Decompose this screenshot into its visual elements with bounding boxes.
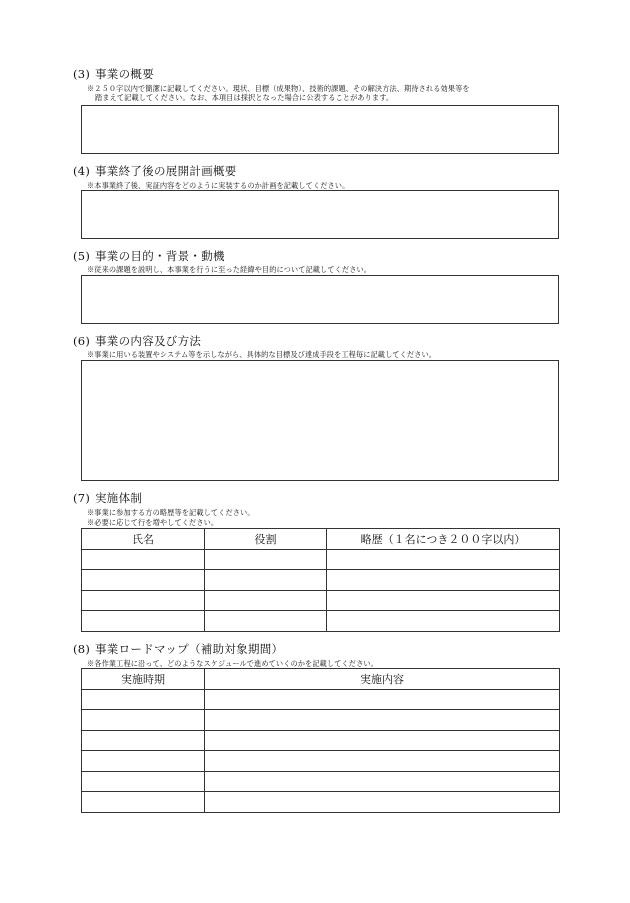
table-cell[interactable] bbox=[82, 710, 205, 731]
table-row bbox=[82, 690, 560, 710]
table-row bbox=[82, 710, 560, 731]
column-header-name: 氏名 bbox=[82, 529, 205, 550]
table-row bbox=[82, 772, 560, 792]
section-title: 事業の内容及び方法 bbox=[95, 334, 202, 348]
section-6-heading bbox=[73, 333, 201, 349]
table-row bbox=[82, 591, 560, 611]
table-cell[interactable] bbox=[327, 570, 560, 591]
table-row bbox=[82, 570, 560, 591]
section-4-note: ※本事業終了後、実証内容をどのように実装するのか計画を記載してください。 bbox=[87, 181, 350, 190]
column-header-bio: 略歴（１名につき２００字以内） bbox=[327, 529, 560, 550]
table-cell[interactable] bbox=[82, 690, 205, 710]
table-cell[interactable] bbox=[205, 772, 560, 792]
section-number: (3) bbox=[73, 67, 91, 81]
section-7-heading bbox=[73, 490, 142, 506]
section-number: (6) bbox=[73, 334, 91, 348]
section-3-note-line1: ※２５０字以内で簡潔に記載してください。現状、目標（成果物）、技術的課題、その解決方法、期待される効果等を bbox=[87, 84, 470, 93]
table-cell[interactable] bbox=[205, 751, 560, 772]
section-7-note-line1: ※事業に参加する方の略歴等を記載してください。 bbox=[87, 508, 255, 517]
content-method-input-box[interactable] bbox=[81, 360, 559, 481]
table-cell[interactable] bbox=[205, 731, 560, 751]
section-title: 事業の概要 bbox=[95, 67, 154, 81]
table-cell[interactable] bbox=[82, 792, 205, 813]
table-cell[interactable] bbox=[327, 611, 560, 632]
table-cell[interactable] bbox=[205, 570, 327, 591]
table-cell[interactable] bbox=[82, 731, 205, 751]
table-cell[interactable] bbox=[205, 690, 560, 710]
table-cell[interactable] bbox=[82, 570, 205, 591]
table-cell[interactable] bbox=[327, 591, 560, 611]
column-header-period: 実施時期 bbox=[82, 669, 205, 690]
table-cell[interactable] bbox=[82, 550, 205, 570]
section-8-note: ※各作業工程に沿って、どのようなスケジュールで進めていくのかを記載してください。 bbox=[87, 659, 378, 668]
section-3-note-line2: 踏まえて記載してください。なお、本項目は採択となった場合に公表することがあります。 bbox=[95, 93, 394, 102]
section-number: (4) bbox=[73, 164, 91, 178]
section-number: (7) bbox=[73, 491, 91, 505]
section-7-note-line2: ※必要に応じて行を増やしてください。 bbox=[87, 518, 219, 527]
section-4-heading bbox=[73, 163, 237, 179]
table-header-row bbox=[82, 669, 560, 690]
section-3-heading bbox=[73, 66, 154, 82]
section-number: (5) bbox=[73, 249, 91, 263]
section-title: 事業の目的・背景・動機 bbox=[95, 249, 225, 263]
table-cell[interactable] bbox=[205, 710, 560, 731]
section-title: 事業ロードマップ（補助対象期間） bbox=[95, 642, 284, 656]
overview-input-box[interactable] bbox=[81, 105, 559, 154]
table-row bbox=[82, 751, 560, 772]
purpose-input-box[interactable] bbox=[81, 275, 559, 324]
table-cell[interactable] bbox=[82, 751, 205, 772]
column-header-content: 実施内容 bbox=[205, 669, 560, 690]
table-cell[interactable] bbox=[205, 792, 560, 813]
table-row bbox=[82, 792, 560, 813]
section-title: 事業終了後の展開計画概要 bbox=[95, 164, 237, 178]
section-5-heading bbox=[73, 248, 225, 264]
table-cell[interactable] bbox=[82, 611, 205, 632]
table-header-row bbox=[82, 529, 560, 550]
section-number: (8) bbox=[73, 642, 91, 656]
table-cell[interactable] bbox=[327, 550, 560, 570]
roadmap-table bbox=[81, 668, 560, 813]
table-cell[interactable] bbox=[205, 611, 327, 632]
column-header-role: 役割 bbox=[205, 529, 327, 550]
table-cell[interactable] bbox=[205, 591, 327, 611]
organization-table bbox=[81, 528, 560, 632]
table-cell[interactable] bbox=[82, 591, 205, 611]
table-cell[interactable] bbox=[82, 772, 205, 792]
table-row bbox=[82, 731, 560, 751]
section-8-heading bbox=[73, 641, 283, 657]
deployment-plan-input-box[interactable] bbox=[81, 190, 559, 239]
section-5-note: ※従来の課題を説明し、本事業を行うに至った経緯や目的について記載してください。 bbox=[87, 265, 372, 274]
table-cell[interactable] bbox=[205, 550, 327, 570]
table-row bbox=[82, 550, 560, 570]
table-row bbox=[82, 611, 560, 632]
section-6-note: ※事業に用いる装置やシステム等を示しながら、具体的な目標及び達成手段を工程毎に記載してください。 bbox=[87, 350, 437, 359]
section-title: 実施体制 bbox=[95, 491, 143, 505]
